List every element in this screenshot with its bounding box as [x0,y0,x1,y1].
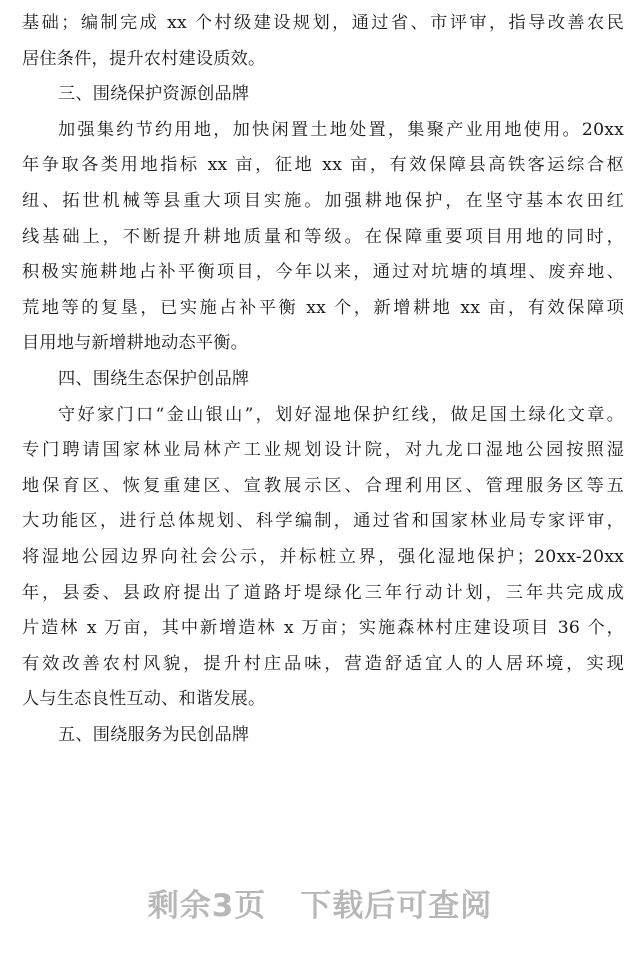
text-line: 年，县委、县政府提出了道路圩堤绿化三年行动计划，三年共完成成 [22,582,624,603]
download-to-view-label: 下载后可查阅 [300,888,493,924]
download-banner[interactable] [0,880,640,925]
text-line: 线基础上，不断提升耕地质量和等级。在保障重要项目用地的同时， [22,226,624,247]
text-line: 居住条件，提升农村建设质效。 [22,48,266,69]
text-line: 守好家门口“金山银山”，划好湿地保护红线，做足国土绿化文章。 [58,404,624,425]
text-line: 荒地等的复垦，已实施占补平衡 xx 个，新增耕地 xx 亩，有效保障项 [22,297,624,318]
remaining-pages-label: 剩余3页 [147,888,267,924]
text-line: 纽、拓世机械等县重大项目实施。加强耕地保护，在坚守基本农田红 [22,190,624,211]
section-heading: 三、围绕保护资源创品牌 [58,84,250,105]
text-line: 将湿地公园边界向社会公示，并标桩立界，强化湿地保护；20xx-20xx [22,546,624,567]
text-line: 目用地与新增耕地动态平衡。 [22,333,249,354]
text-line: 年争取各类用地指标 xx 亩，征地 xx 亩，有效保障县高铁客运综合枢 [22,155,624,176]
section-heading: 四、围绕生态保护创品牌 [58,368,250,389]
text-line: 片造林 x 万亩，其中新增造林 x 万亩；实施森林村庄建设项目 36 个， [22,618,624,639]
text-line: 基础；编制完成 xx 个村级建设规划，通过省、市评审，指导改善农民 [22,13,624,33]
text-line: 大功能区，进行总体规划、科学编制，通过省和国家林业局专家评审， [22,511,624,532]
text-line: 专门聘请国家林业局林产工业规划设计院，对九龙口湿地公园按照湿 [22,440,624,461]
text-line: 人与生态良性互动、和谐发展。 [22,689,266,710]
text-line: 有效改善农村风貌，提升村庄品味，营造舒适宜人的人居环境，实现 [22,653,624,674]
text-line: 积极实施耕地占补平衡项目，今年以来，通过对坑塘的填埋、废弃地、 [22,262,624,283]
document-body [22,6,624,753]
text-line: 加强集约节约用地，加快闲置土地处置，集聚产业用地使用。20xx [58,119,624,140]
text-line: 地保育区、恢复重建区、宣教展示区、合理利用区、管理服务区等五 [22,475,624,496]
section-heading: 五、围绕服务为民创品牌 [58,724,250,745]
